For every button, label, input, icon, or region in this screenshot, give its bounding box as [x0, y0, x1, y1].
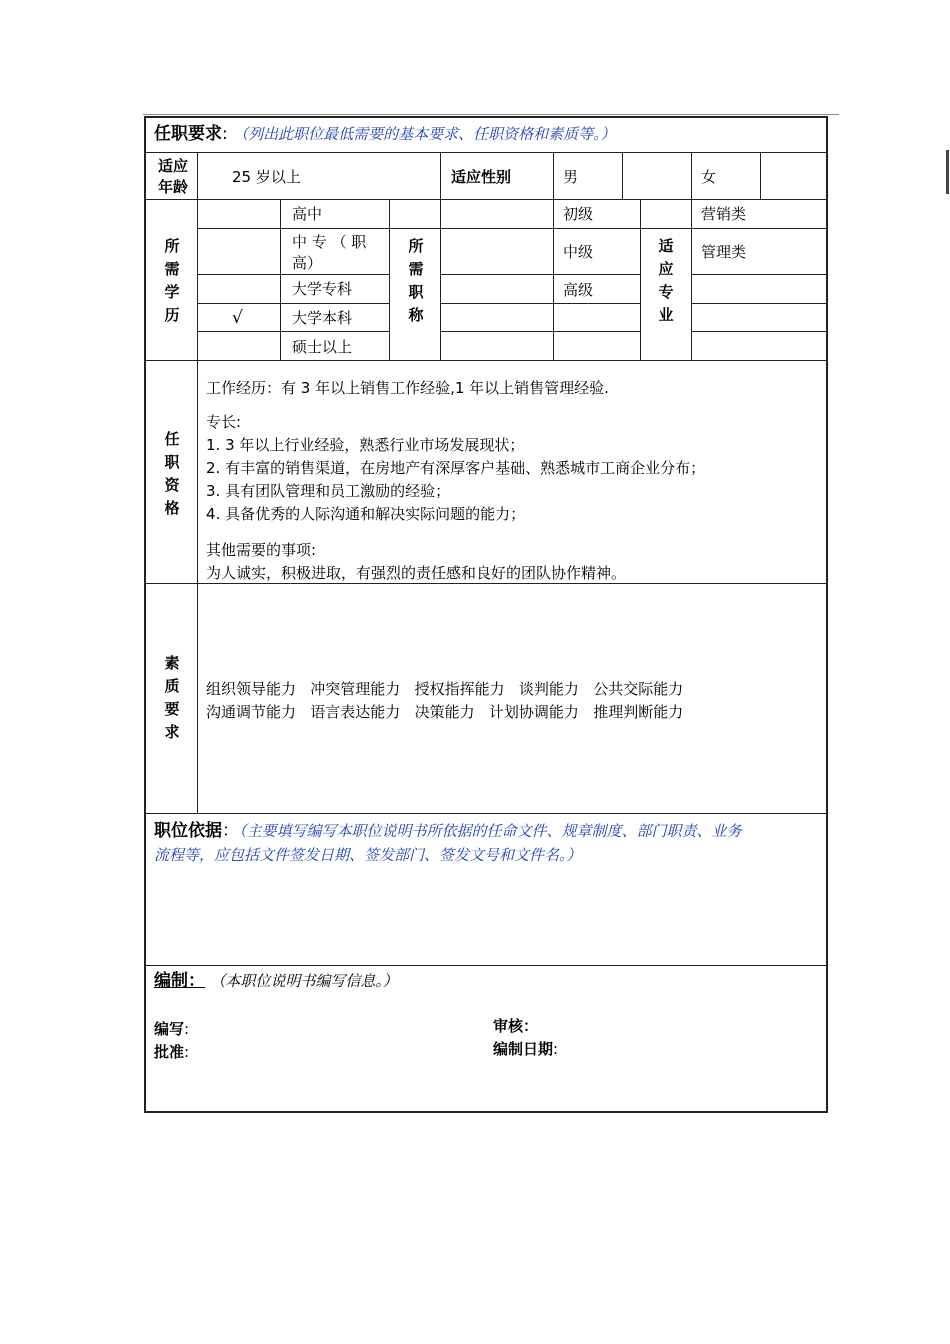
education-level-vocational-cont: 高）: [292, 254, 323, 272]
qualification-other-title: 其他需要的事项:: [206, 541, 317, 559]
title-label: 所需职称: [408, 237, 424, 324]
divider: [197, 274, 389, 275]
divider: [146, 583, 828, 584]
compile-header: [154, 971, 398, 991]
divider: [440, 199, 441, 360]
divider: [691, 303, 828, 304]
divider: [146, 152, 828, 153]
divider: [440, 303, 640, 304]
divider: [146, 965, 828, 966]
compile-approve-colon: :: [184, 1043, 190, 1061]
divider: [197, 331, 389, 332]
education-level-master: 硕士以上: [292, 338, 353, 356]
top-rule: [143, 114, 839, 115]
quality-abilities-line1: 组织领导能力 冲突管理能力 授权指挥能力 谈判能力 公共交际能力: [206, 680, 684, 698]
compile-review-label: 审核：: [493, 1017, 539, 1035]
age-label-line2: 年龄: [158, 178, 189, 196]
title-level-junior: 初级: [563, 205, 594, 223]
divider: [622, 152, 623, 199]
divider: [280, 199, 281, 360]
basis-title: 职位依据: [154, 821, 222, 841]
job-requirements-form: [144, 116, 828, 1113]
basis-colon: ：: [222, 821, 239, 841]
requirements-header: [154, 124, 616, 144]
divider: [197, 228, 828, 229]
education-level-vocational: 中 专 （ 职: [292, 233, 367, 251]
divider: [146, 813, 828, 814]
education-checkmark: √: [232, 308, 243, 328]
compile-title: 编制：: [154, 971, 205, 991]
requirements-note: （列出此职位最低需要的基本要求、任职资格和素质等。）: [233, 125, 616, 143]
gender-male: 男: [563, 168, 579, 186]
qualification-skill-4: 4. 具备优秀的人际沟通和解决实际问题的能力；: [206, 505, 526, 523]
divider: [389, 199, 390, 360]
divider: [440, 274, 640, 275]
gender-female: 女: [701, 168, 717, 186]
title-level-senior: 高级: [563, 281, 594, 299]
quality-abilities-line2: 沟通调节能力 语言表达能力 决策能力 计划协调能力 推理判断能力: [206, 703, 684, 721]
qualification-skill-3: 3. 具有团队管理和员工激励的经验；: [206, 482, 451, 500]
divider: [760, 152, 761, 199]
qualification-skills-title: 专长:: [206, 413, 242, 431]
age-label-line1: 适应: [158, 157, 189, 175]
gender-label: 适应性别: [451, 168, 512, 186]
basis-header: [154, 821, 742, 841]
compile-approve-label: 批准: [154, 1043, 185, 1061]
divider: [640, 199, 641, 360]
compile-date-colon: :: [553, 1040, 559, 1058]
major-item-marketing: 营销类: [701, 205, 747, 223]
quality-label: 素质要求: [164, 654, 180, 741]
age-value: 25 岁以上: [232, 168, 301, 186]
divider: [197, 152, 198, 813]
divider: [440, 152, 441, 199]
requirements-title: 任职要求: [154, 124, 222, 144]
title-level-middle: 中级: [563, 243, 594, 261]
divider: [691, 152, 692, 360]
compile-approve-field: [154, 1042, 189, 1062]
qualification-experience: 工作经历：有 3 年以上销售工作经验,1 年以上销售管理经验.: [206, 379, 609, 397]
basis-note-line1: （主要填写编写本职位说明书所依据的任命文件、规章制度、部门职责、业务: [239, 822, 742, 840]
basis-note-line2: 流程等，应包括文件签发日期、签发部门、签发文号和文件名。）: [154, 846, 582, 864]
compile-date-label: 编制日期: [493, 1040, 554, 1058]
education-label: 所需学历: [164, 237, 180, 324]
compile-writer-field: [154, 1019, 189, 1039]
education-level-college: 大学专科: [292, 280, 353, 298]
page-edge-marker: [946, 150, 949, 194]
divider: [553, 152, 554, 360]
education-level-high-school: 高中: [292, 205, 323, 223]
compile-writer-label: 编写: [154, 1020, 185, 1038]
divider: [691, 274, 828, 275]
qualification-skill-1: 1. 3 年以上行业经验，熟悉行业市场发展现状；: [206, 436, 525, 454]
divider: [691, 331, 828, 332]
major-item-management: 管理类: [701, 243, 747, 261]
compile-writer-colon: :: [184, 1020, 190, 1038]
qualification-label: 任职资格: [164, 430, 180, 517]
requirements-colon: :: [222, 124, 228, 144]
education-level-bachelor: 大学本科: [292, 309, 353, 327]
compile-note: （本职位说明书编写信息。）: [210, 972, 398, 990]
divider: [146, 199, 828, 200]
divider: [440, 331, 640, 332]
major-label: 适应专业: [658, 237, 674, 324]
qualification-other: 为人诚实，积极进取，有强烈的责任感和良好的团队协作精神。: [206, 564, 627, 582]
divider: [146, 360, 828, 361]
divider: [197, 303, 389, 304]
qualification-skill-2: 2. 有丰富的销售渠道，在房地产有深厚客户基础、熟悉城市工商企业分布；: [206, 459, 706, 477]
compile-date-field: [493, 1039, 558, 1059]
